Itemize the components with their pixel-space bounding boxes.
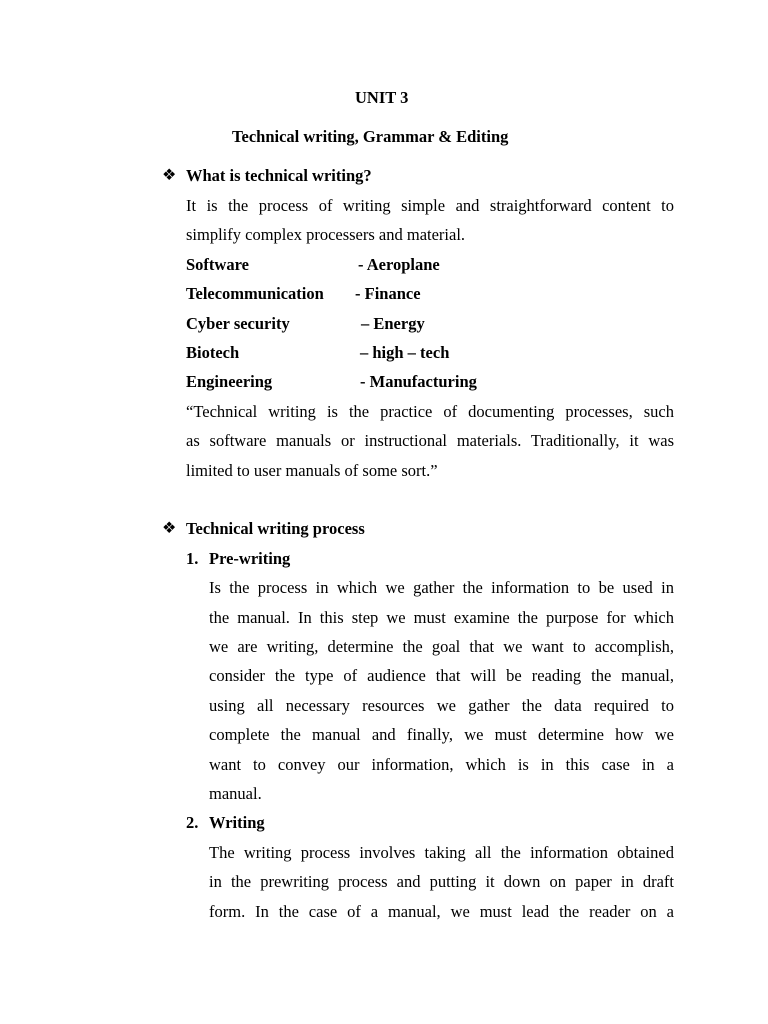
step-paragraph-line: consider the type of audience that will be reading the manual, (209, 666, 674, 685)
step-number: 2. (186, 813, 199, 832)
step-paragraph-line: form. In the case of a manual, we must lead the reader on a (209, 902, 674, 921)
quote-line: as software manuals or instructional materials. Traditionally, it was (186, 431, 674, 450)
paragraph-line: It is the process of writing simple and straightforward content to (186, 196, 674, 215)
field-right: – Energy (361, 314, 425, 333)
document-subtitle: Technical writing, Grammar & Editing (232, 127, 509, 146)
field-left: Telecommunication (186, 284, 324, 303)
step-paragraph-line: complete the manual and finally, we must determine how we (209, 725, 674, 744)
step-paragraph-line: using all necessary resources we gather the data required to (209, 696, 674, 715)
quote-line: “Technical writing is the practice of documenting processes, such (186, 402, 674, 421)
unit-title: UNIT 3 (355, 88, 409, 107)
field-left: Biotech (186, 343, 240, 362)
diamond-bullet-icon: ❖ (162, 520, 177, 537)
field-right: – high – tech (360, 343, 450, 362)
field-left: Engineering (186, 372, 273, 391)
step-number: 1. (186, 549, 199, 568)
step-title: Writing (209, 813, 265, 832)
section-heading: What is technical writing? (186, 166, 372, 185)
step-paragraph-line: the manual. In this step we must examine the purpose for which (209, 608, 674, 627)
step-paragraph-line: in the prewriting process and putting it down on paper in draft (209, 872, 674, 891)
step-paragraph-line: manual. (209, 784, 262, 803)
step-paragraph-line: want to convey our information, which is in this case in a (209, 755, 674, 774)
paragraph-line: simplify complex processers and material. (186, 225, 466, 244)
quote-line: limited to user manuals of some sort.” (186, 461, 438, 480)
field-right: - Aeroplane (358, 255, 440, 274)
field-left: Cyber security (186, 314, 290, 333)
field-right: - Manufacturing (360, 372, 477, 391)
field-right: - Finance (355, 284, 421, 303)
field-left: Software (186, 255, 249, 274)
step-title: Pre-writing (209, 549, 291, 568)
section-heading: Technical writing process (186, 519, 365, 538)
step-paragraph-line: we are writing, determine the goal that we want to accomplish, (209, 637, 674, 656)
step-paragraph-line: The writing process involves taking all the information obtained (209, 843, 674, 862)
diamond-bullet-icon: ❖ (162, 167, 177, 184)
step-paragraph-line: Is the process in which we gather the information to be used in (209, 578, 674, 597)
